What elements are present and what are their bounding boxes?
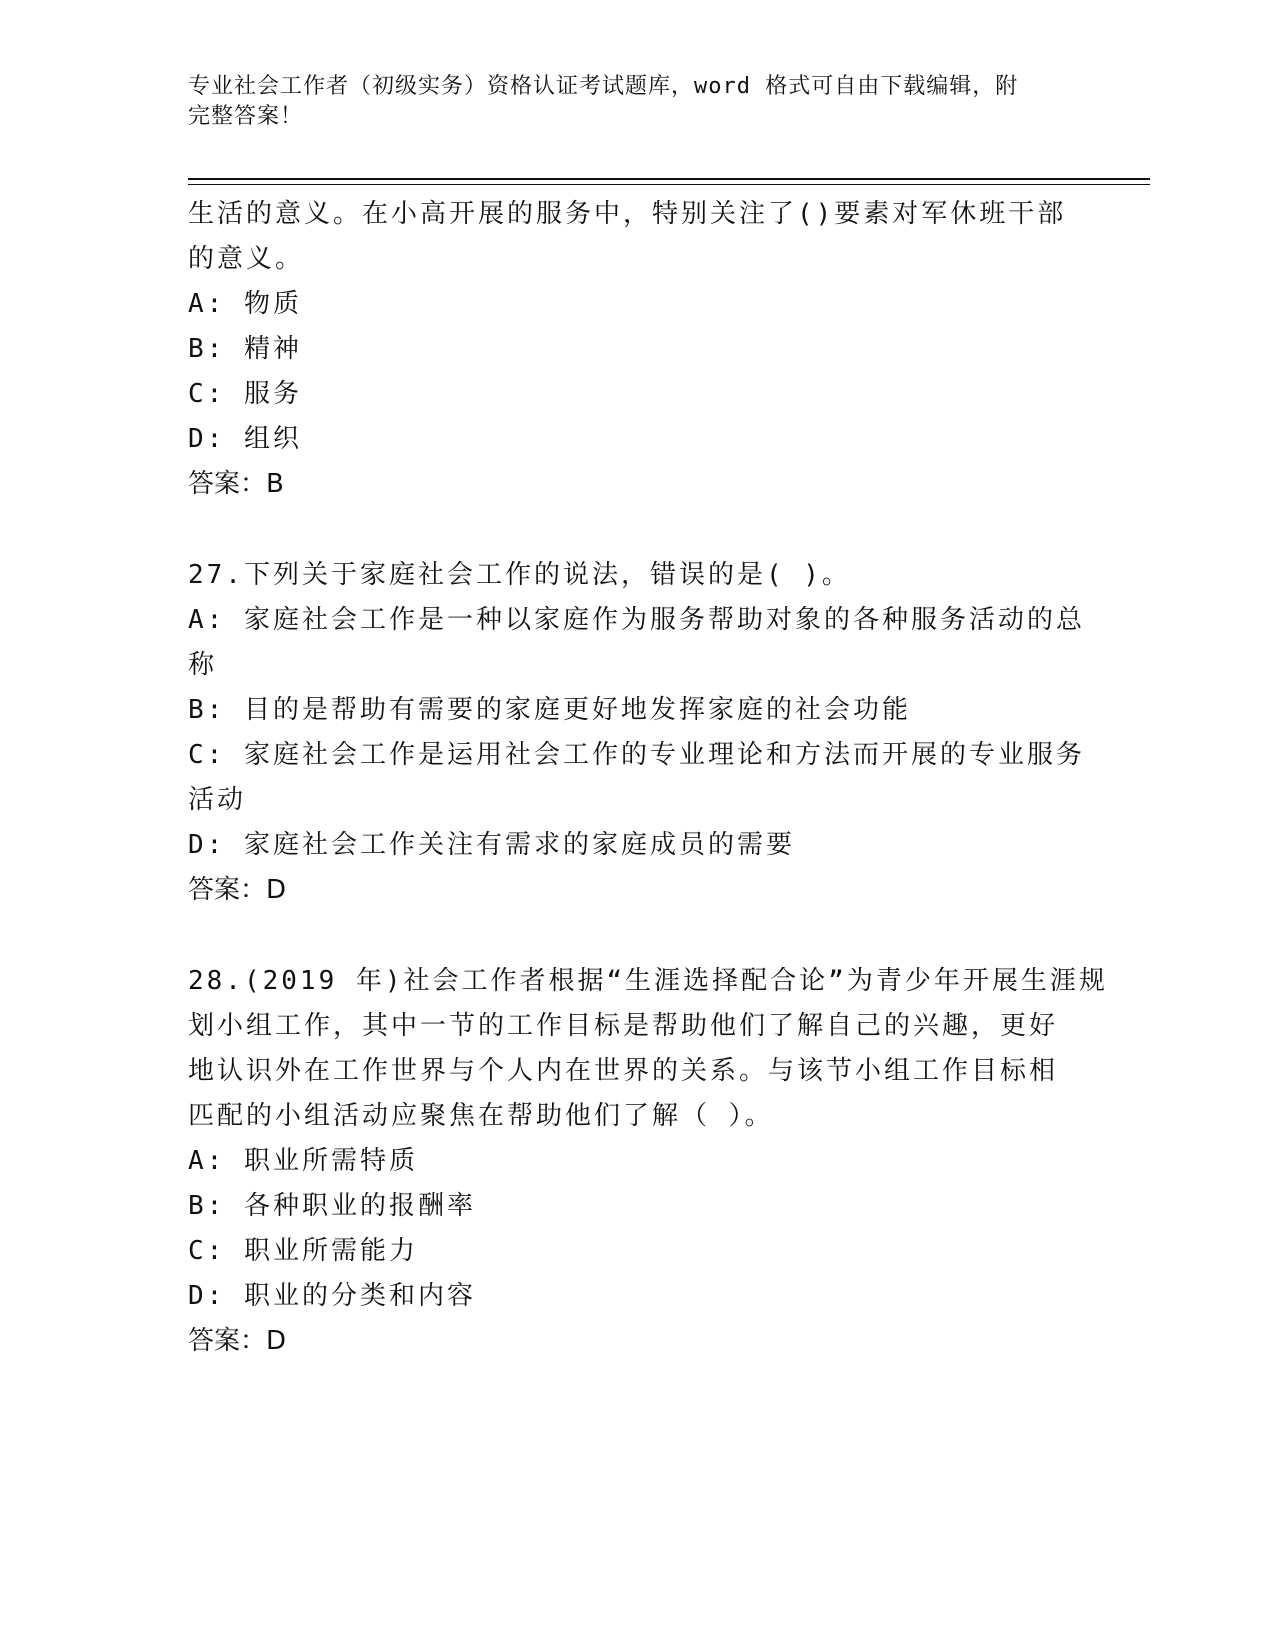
option-a: A: 职业所需特质: [188, 1146, 418, 1176]
header-line-1: 专业社会工作者（初级实务）资格认证考试题库，word 格式可自由下载编辑，附: [188, 74, 1019, 99]
question-stem-line: 27.下列关于家庭社会工作的说法，错误的是( )。: [188, 560, 851, 590]
question-spacer: [188, 507, 1088, 553]
option-d: D: 组织: [188, 424, 302, 454]
option-d: D: 家庭社会工作关注有需求的家庭成员的需要: [188, 830, 795, 860]
question-stem-line: 匹配的小组活动应聚焦在帮助他们了解（ ）。: [188, 1101, 774, 1131]
option-a: A: 物质: [188, 289, 302, 319]
question-stem-line: 的意义。: [188, 244, 305, 274]
question-spacer: [188, 913, 1088, 959]
option-d: D: 职业的分类和内容: [188, 1281, 476, 1311]
option-c: C: 职业所需能力: [188, 1236, 418, 1266]
option-b: B: 各种职业的报酬率: [188, 1191, 476, 1221]
header-line-2: 完整答案！: [188, 104, 304, 129]
option-c: C: 服务: [188, 379, 302, 409]
question-26: [188, 192, 1088, 507]
answer-label: 答案：D: [188, 1326, 287, 1356]
document-header: [188, 72, 1068, 132]
option-a: A: 家庭社会工作是一种以家庭作为服务帮助对象的各种服务活动的总: [188, 605, 1085, 635]
answer-label: 答案：D: [188, 875, 287, 905]
question-stem-line: 地认识外在工作世界与个人内在世界的关系。与该节小组工作目标相: [188, 1056, 1059, 1086]
header-divider-thick: [188, 178, 1150, 180]
question-27: [188, 553, 1088, 913]
header-divider-thin: [188, 184, 1150, 185]
question-content: [188, 192, 1108, 1364]
option-c: C: 家庭社会工作是运用社会工作的专业理论和方法而开展的专业服务: [188, 740, 1085, 770]
question-stem-line: 生活的意义。在小高开展的服务中，特别关注了()要素对军休班干部: [188, 199, 1067, 229]
option-b: B: 精神: [188, 334, 302, 364]
answer-label: 答案：B: [188, 469, 284, 499]
option-b: B: 目的是帮助有需要的家庭更好地发挥家庭的社会功能: [188, 695, 911, 725]
option-c-continuation: 活动: [188, 785, 247, 815]
question-stem-line: 28.(2019 年)社会工作者根据“生涯选择配合论”为青少年开展生涯规: [188, 966, 1108, 996]
option-a-continuation: 称: [188, 650, 218, 680]
question-28: [188, 959, 1108, 1364]
question-stem-line: 划小组工作，其中一节的工作目标是帮助他们了解自己的兴趣，更好: [188, 1011, 1059, 1041]
